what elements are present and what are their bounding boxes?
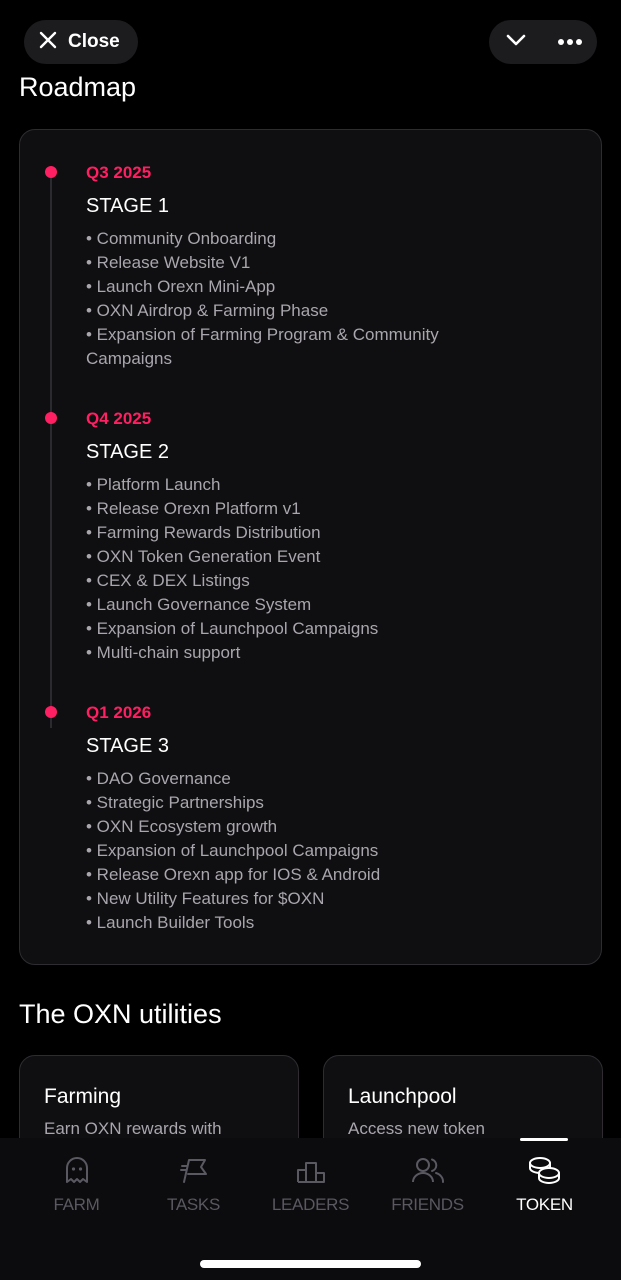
stage-item: • Release Website V1 xyxy=(86,253,251,272)
stage-title: STAGE 3 xyxy=(86,735,169,757)
timeline-dot xyxy=(45,166,57,178)
utility-card-desc: Earn OXN rewards with xyxy=(44,1119,222,1138)
stage-item: • Release Orexn app for IOS & Android xyxy=(86,865,381,884)
stage-item: • Expansion of Launchpool Campaigns xyxy=(86,841,379,860)
stage-item: • Community Onboarding xyxy=(86,229,277,248)
timeline-dot xyxy=(45,412,57,424)
podium-icon xyxy=(295,1154,327,1191)
close-icon xyxy=(38,30,58,55)
tab-token[interactable] xyxy=(486,1138,603,1228)
stage-item: • Platform Launch xyxy=(86,475,221,494)
roadmap-card xyxy=(19,129,602,965)
stage-item: • Farming Rewards Distribution xyxy=(86,523,321,542)
coins-icon xyxy=(527,1154,563,1191)
tab-label: FRIENDS xyxy=(391,1195,464,1214)
flag-icon xyxy=(178,1154,210,1191)
tab-label: TOKEN xyxy=(516,1195,573,1214)
stage-item: • Multi-chain support xyxy=(86,643,241,662)
stage-item: • Launch Governance System xyxy=(86,595,312,614)
stage-title: STAGE 1 xyxy=(86,195,169,217)
home-indicator xyxy=(200,1260,421,1268)
utility-card-title: Launchpool xyxy=(348,1085,457,1108)
tab-label: FARM xyxy=(53,1195,100,1214)
utility-card-desc: Access new token xyxy=(348,1119,486,1138)
stage-item: • CEX & DEX Listings xyxy=(86,571,250,590)
tab-tasks[interactable] xyxy=(135,1138,252,1228)
stage-item: • OXN Airdrop & Farming Phase xyxy=(86,301,329,320)
stage-item: • Launch Orexn Mini-App xyxy=(86,277,276,296)
tab-friends[interactable] xyxy=(369,1138,486,1228)
timeline-dot xyxy=(45,706,57,718)
utilities-title: The OXN utilities xyxy=(19,999,222,1029)
stage-items xyxy=(86,227,506,371)
users-icon xyxy=(411,1154,445,1191)
close-button[interactable] xyxy=(24,20,138,64)
more-icon[interactable] xyxy=(557,33,583,51)
close-label: Close xyxy=(68,31,120,52)
stage-item: • DAO Governance xyxy=(86,769,231,788)
timeline-line xyxy=(50,172,52,728)
stage-item: • Expansion of Launchpool Campaigns xyxy=(86,619,379,638)
stage-item: • New Utility Features for $OXN xyxy=(86,889,325,908)
stage-quarter: Q1 2026 xyxy=(86,703,152,722)
tab-label: TASKS xyxy=(167,1195,220,1214)
stage-items xyxy=(86,767,506,935)
stage-item: • OXN Ecosystem growth xyxy=(86,817,278,836)
stage-item: • Expansion of Farming Program & Community Campaigns xyxy=(86,325,439,368)
tab-farm[interactable] xyxy=(18,1138,135,1228)
stage-title: STAGE 2 xyxy=(86,441,169,463)
tab-label: LEADERS xyxy=(271,1195,350,1214)
roadmap-title: Roadmap xyxy=(19,72,137,102)
stage-quarter: Q4 2025 xyxy=(86,409,152,428)
stage-item: • Strategic Partnerships xyxy=(86,793,264,812)
chevron-down-icon[interactable] xyxy=(504,28,528,57)
stage-item: • OXN Token Generation Event xyxy=(86,547,321,566)
header-menu xyxy=(489,20,597,64)
tab-leaders[interactable] xyxy=(252,1138,369,1228)
ghost-icon xyxy=(61,1154,93,1191)
bottom-tab-bar xyxy=(0,1138,621,1280)
stage-item: • Launch Builder Tools xyxy=(86,913,255,932)
stage-items xyxy=(86,473,506,665)
stage-item: • Release Orexn Platform v1 xyxy=(86,499,301,518)
stage-quarter: Q3 2025 xyxy=(86,163,152,182)
utility-card-title: Farming xyxy=(44,1085,122,1108)
